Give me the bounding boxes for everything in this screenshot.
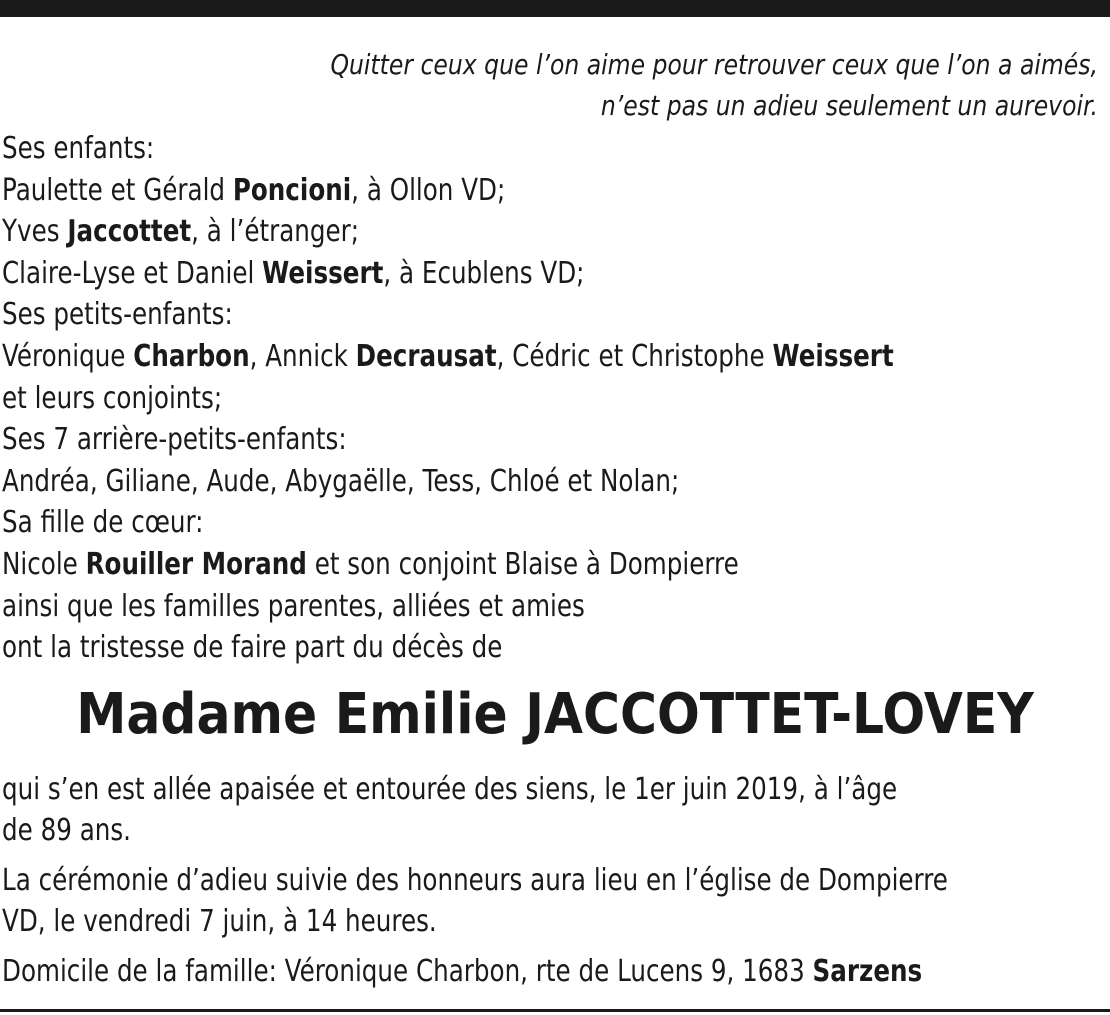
gc-given-2: , Annick xyxy=(249,338,356,374)
death-line-1: qui s’en est allée apaisée et entourée des siens, le 1er juin 2019, à l’âge xyxy=(2,772,898,807)
death-line-2: de 89 ans. xyxy=(2,813,131,848)
grandchildren-names xyxy=(2,336,1068,378)
heart-daughter-detail: et son conjoint Blaise à Dompierre xyxy=(306,546,739,582)
child-3 xyxy=(2,253,1068,295)
child-2-surname: Jaccottet xyxy=(67,214,192,250)
extended-family: ainsi que les familles parentes, alliées et amies xyxy=(2,588,585,624)
child-2-place: , à l’étranger; xyxy=(191,214,360,250)
quote-line-2: n’est pas un adieu seulement un aurevoir. xyxy=(600,89,1098,122)
gc-surname-3: Weissert xyxy=(772,338,894,374)
top-rule xyxy=(0,0,1110,17)
ceremony-line-2: VD, le vendredi 7 juin, à 14 heures. xyxy=(2,904,437,939)
gc-given-1: Véronique xyxy=(2,338,134,374)
domicile-address: Domicile de la famille: Véronique Charbon, rte de Lucens 9, 1683 xyxy=(2,954,813,989)
child-1-given: Paulette et Gérald xyxy=(2,172,233,208)
child-1-place: , à Ollon VD; xyxy=(351,172,506,208)
child-2 xyxy=(2,211,1068,253)
epigraph-quote xyxy=(176,44,1098,126)
deceased-name: Madame Emilie JACCOTTET-LOVEY xyxy=(76,682,1034,747)
great-grandchildren-heading: Ses 7 arrière-petits-enfants: xyxy=(2,422,347,458)
family-list xyxy=(2,128,1068,669)
gc-surname-2: Decrausat xyxy=(355,338,497,374)
child-3-given: Claire-Lyse et Daniel xyxy=(2,255,263,291)
ceremony-paragraph xyxy=(2,860,1068,942)
ceremony-line-1: La cérémonie d’adieu suivie des honneurs aura lieu en l’église de Dompierre xyxy=(2,863,948,898)
great-grandchildren-names: Andréa, Giliane, Aude, Abygaëlle, Tess, Chloé et Nolan; xyxy=(2,463,680,499)
child-1-surname: Poncioni xyxy=(232,172,352,208)
child-2-given: Yves xyxy=(2,214,68,250)
quote-line-1: Quitter ceux que l’on aime pour retrouver ceux que l’on a aimés, xyxy=(330,48,1098,81)
child-3-surname: Weissert xyxy=(262,255,384,291)
announcement: ont la tristesse de faire part du décès de xyxy=(2,630,503,666)
children-heading: Ses enfants: xyxy=(2,131,155,166)
child-1 xyxy=(2,170,1068,212)
gc-given-3: , Cédric et Christophe xyxy=(496,338,773,374)
domicile-line xyxy=(2,951,1068,992)
heart-daughter-given: Nicole xyxy=(2,546,86,582)
gc-surname-1: Charbon xyxy=(133,338,250,374)
grandchildren-spouses: et leurs conjoints; xyxy=(2,380,223,416)
grandchildren-heading: Ses petits-enfants: xyxy=(2,297,233,333)
death-paragraph xyxy=(2,769,1068,851)
heart-daughter-heading: Sa fille de cœur: xyxy=(2,505,204,541)
domicile-paragraph xyxy=(2,951,1068,992)
heart-daughter xyxy=(2,544,1068,586)
domicile-town: Sarzens xyxy=(812,954,923,989)
heart-daughter-surname: Rouiller Morand xyxy=(85,546,307,582)
child-3-place: , à Ecublens VD; xyxy=(383,255,585,291)
bottom-rule xyxy=(0,1009,1110,1012)
